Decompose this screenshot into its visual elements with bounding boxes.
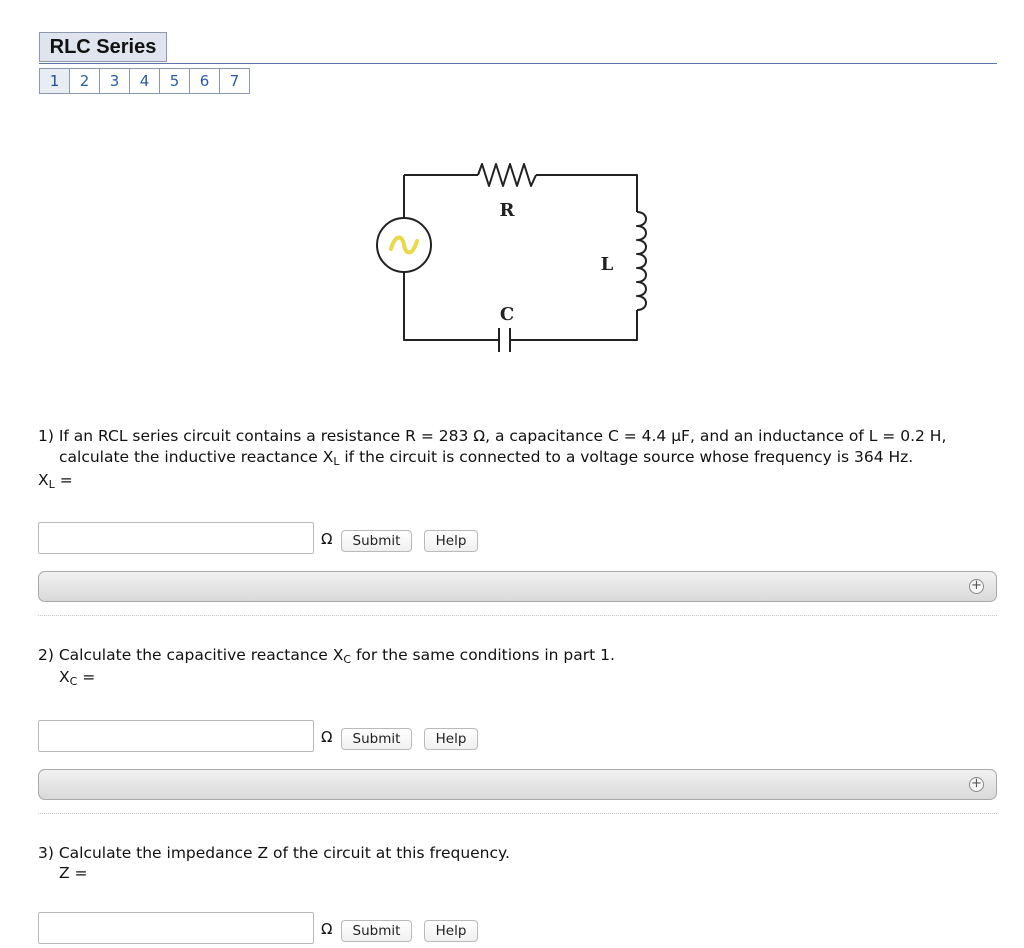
submit-2-button[interactable]: Submit [341,728,412,750]
question-1-variable: $X_L$ = [38,471,73,491]
rlc-circuit-diagram [360,150,660,360]
plus-circle-icon[interactable]: + [969,777,984,792]
answer-3-input[interactable] [38,912,314,944]
question-3-variable: Z = [59,864,88,882]
help-1-button[interactable]: Help [424,530,478,552]
title-divider [39,63,997,64]
resistor-label: R [499,200,515,221]
page-link-3[interactable]: 3 [99,68,130,94]
submit-1-button[interactable]: Submit [341,530,412,552]
question-3-text: 3) Calculate the impedance Z of the circuit at this frequency. [38,844,510,862]
answer-2-unit: Ω [321,728,333,746]
page-title: RLC Series [39,32,167,62]
inductor-label: L [600,254,614,275]
question-1-text: 1) If an RCL series circuit contains a resistance R = 283 Ω, a capacitance C = 4.4 μF, and an inductance of L = 0.2 H, calculate the inductive reactance $X_L$ if the circuit is connected to a voltage source whose frequency is 364 Hz. [38,427,947,468]
wire-right-bottom [513,310,637,340]
feedback-2-bar[interactable] [38,769,997,800]
page-link-5[interactable]: 5 [159,68,190,94]
answer-1-unit: Ω [321,530,333,548]
resistor-zigzag [478,164,536,186]
page-link-6[interactable]: 6 [189,68,220,94]
page-navigation [39,68,250,94]
section-divider [38,615,997,616]
page-link-2[interactable]: 2 [69,68,100,94]
question-2-text: 2) Calculate the capacitive reactance $X_C$ for the same conditions in part 1. [38,646,615,666]
submit-3-button[interactable]: Submit [341,920,412,942]
page-link-4[interactable]: 4 [129,68,160,94]
plus-circle-icon[interactable]: + [969,579,984,594]
feedback-1-bar[interactable] [38,571,997,602]
page-link-1[interactable]: 1 [39,68,70,94]
inductor-coil [637,212,646,310]
question-2-variable: $X_C$ = [59,668,96,688]
help-2-button[interactable]: Help [424,728,478,750]
help-3-button[interactable]: Help [424,920,478,942]
page-link-7[interactable]: 7 [219,68,250,94]
wire-left-bottom [404,270,496,340]
answer-2-input[interactable] [38,720,314,752]
answer-3-unit: Ω [321,920,333,938]
capacitor-label: C [499,304,515,325]
answer-1-input[interactable] [38,522,314,554]
section-divider [38,813,997,814]
wire-top-right [536,175,637,212]
